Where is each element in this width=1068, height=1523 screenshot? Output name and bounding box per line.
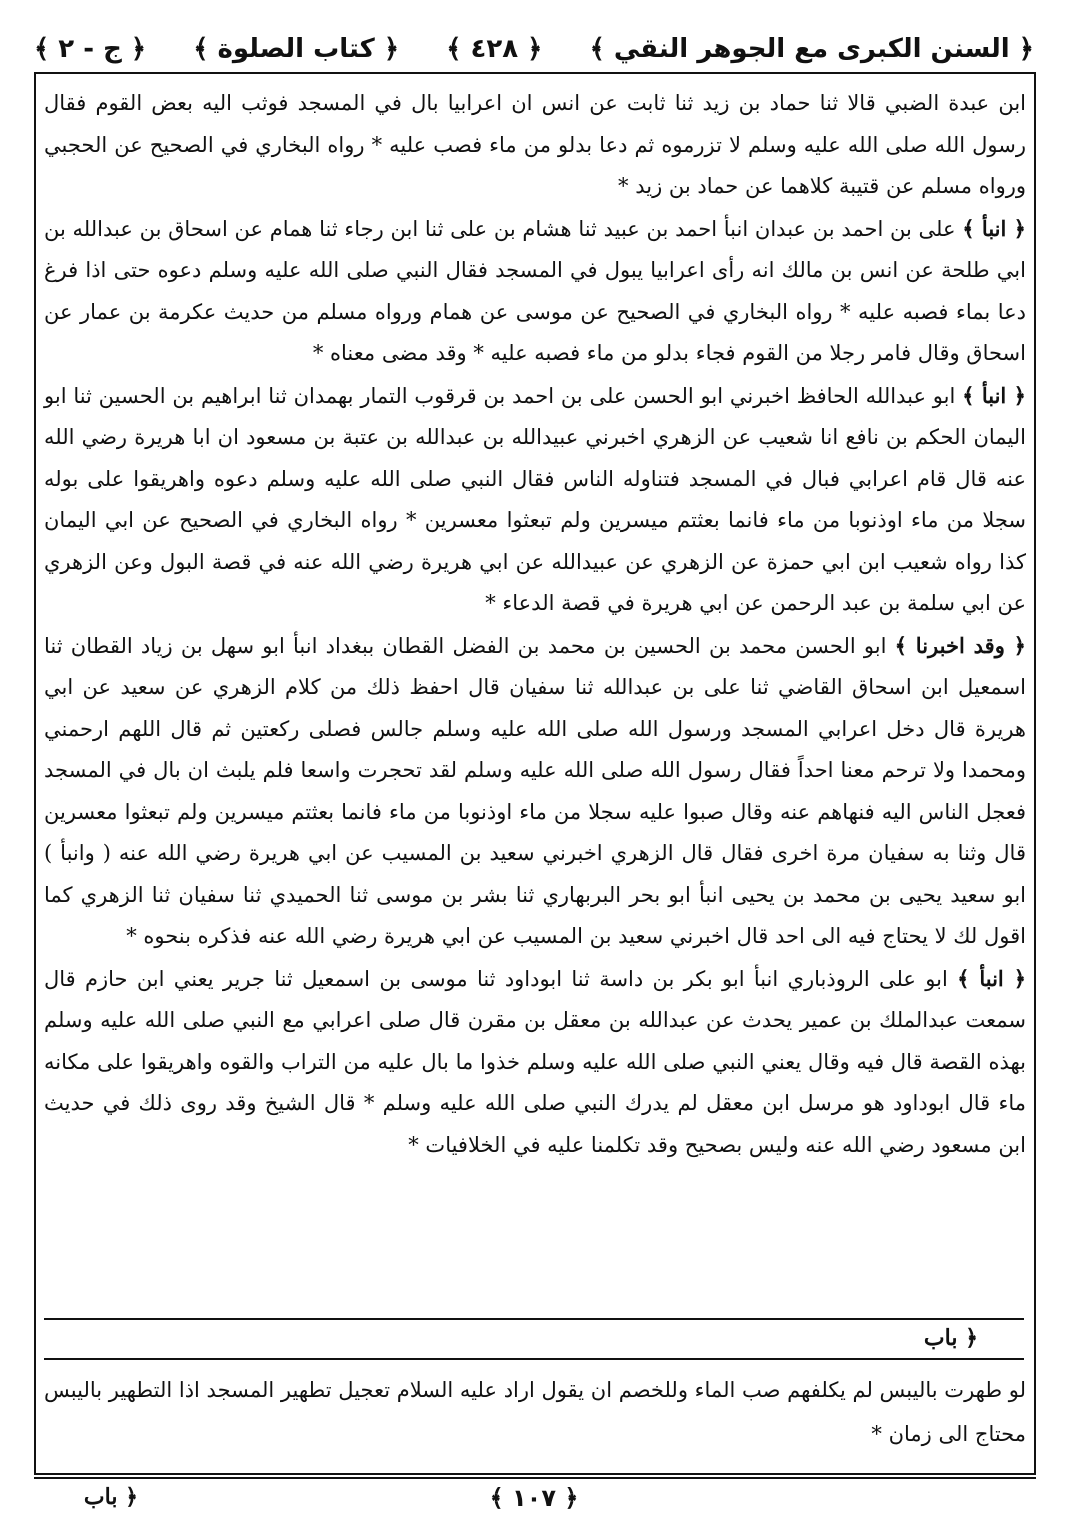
book-title: ﴿ السنن الكبرى مع الجوهر النقي ﴾ [589,34,1034,64]
bottom-rule [34,1477,1036,1479]
paragraph-text: ابن عبدة الضبي قالا ثنا حماد بن زيد ثنا ثابت عن انس ان اعرابيا بال في المسجد فوثب اليه بعض القوم فقال رسول الله صلى الله عليه وسلم لا تزرموه ثم دعا بدلو من ماء فصب عليه * رواه البخاري في الصحيح عن الحجبي ورواه مسلم عن قتيبة كلاهما عن حماد بن زيد * [44,91,1026,198]
page-header [34,28,1034,70]
paragraph [44,208,1026,375]
paragraph-text: ابو على الروذباري انبأ ابو بكر بن داسة ثنا ابوداود ثنا موسى بن اسمعيل ثنا جرير يعني ابن حازم قال سمعت عبدالملك بن عمير يحدث عن عبدالله بن معقل بن مقرن قال صلى اعرابي مع النبي صلى الله عليه وسلم بهذه القصة قال فيه وقال يعني النبي صلى الله عليه وسلم خذوا ما بال عليه من التراب والقوه واهريقوا على مكانه ماء قال ابوداود هو مرسل ابن معقل لم يدرك النبي صلى الله عليه وسلم * قال الشيخ وقد روى ذلك في حديث ابن مسعود رضي الله عنه وليس بصحيح وقد تكلمنا عليه في الخلافيات * [44,966,1026,1157]
volume-label: ﴿ ج - ٢ ﴾ [34,34,147,64]
footnote-text: لو طهرت باليبس لم يكلفهم صب الماء وللخصم ان يقول اراد عليه السلام تعجيل تطهير المسجد اذا التطهير باليبس محتاج الى زمان * [44,1378,1026,1446]
section-title: ﴿ كتاب الصلوة ﴾ [193,34,400,64]
paragraph [44,82,1026,208]
chapter-heading: ﴿ باب [923,1325,978,1351]
paragraph-lead: ﴿ وقد اخبرنا ﴾ [894,632,1026,658]
paragraph-lead: ﴿ انبأ ﴾ [962,382,1026,408]
page-number: ﴿ ١٠٧ ﴾ [489,1484,579,1512]
paragraph [44,625,1026,958]
paragraph-text: على بن احمد بن عبدان انبأ احمد بن عبيد ثنا هشام بن على ثنا ابن رجاء ثنا همام عن اسحاق بن عبدالله بن ابي طلحة عن انس بن مالك انه رأى اعرابيا يبول في المسجد فقال النبي صلى الله عليه وسلم دعوه حتى اذا فرغ دعا بماء فصبه عليه * رواه البخاري في الصحيح عن موسى عن همام ورواه مسلم من حديث عكرمة بن عمار عن اسحاق وقال فامر رجلا من القوم فجاء بدلو من ماء فصبه عليه * وقد مضى معناه * [44,216,1026,365]
catchword: ﴿ باب [83,1484,138,1510]
paragraph-lead: ﴿ انبأ ﴾ [962,215,1026,241]
paragraph-lead: ﴿ انبأ ﴾ [957,965,1027,991]
paragraph-text: ابو عبدالله الحافظ اخبرني ابو الحسن على بن احمد بن قرقوب التمار بهمدان ثنا ابراهيم بن الحسين ثنا ابو اليمان الحكم بن نافع انا شعيب عن الزهري اخبرني عبيدالله بن عبدالله بن عتبة بن مسعود ان ابا هريرة رضي الله عنه قال قام اعرابي فبال في المسجد فتناوله الناس فقال النبي صلى الله عليه وسلم دعوه واهريقوا على بوله سجلا من ماء اوذنوبا من ماء فانما بعثتم ميسرين ولم تبعثوا معسرين * رواه البخاري في الصحيح عن ابي اليمان كذا رواه شعيب ابن ابي حمزة عن الزهري عن عبيدالله عن ابي هريرة رضي الله عنه في قصة البول وعن الزهري عن ابي سلمة بن عبد الرحمن عن ابي هريرة في قصة الدعاء * [44,383,1027,615]
paragraph-text: ابو الحسن محمد بن الحسين بن محمد بن الفضل القطان ببغداد انبأ ابو سهل بن زياد القطان ثنا اسمعيل ابن اسحاق القاضي ثنا على بن عبدالله ثنا سفيان قال احفظ ذلك من كلام الزهري عن سعيد عن ابي هريرة قال دخل اعرابي المسجد ورسول الله صلى الله عليه وسلم جالس فصلى ركعتين ثم قال اللهم ارحمني ومحمدا ولا ترحم معنا احداً فقال رسول الله صلى الله عليه وسلم لقد تحجرت واسعا فلم يلبث ان بال في المسجد فعجل الناس اليه فنهاهم عنه وقال صبوا عليه سجلا من ماء اوذنوبا من ماء فانما بعثتم ميسرين ولم تبعثوا معسرين قال وثنا به سفيان مرة اخرى فقال قال الزهري اخبرني سعيد بن المسيب عن ابي هريرة رضي الله عنه ( وانبأ ) ابو سعيد يحيى بن محمد بن يحيى انبأ ابو بحر البربهاري ثنا بشر بن موسى ثنا الحميدي ثنا سفيان ثنا الزهري كما اقول لك لا يحتاج فيه الى احد قال اخبرني سعيد بن المسيب عن ابي هريرة رضي الله عنه فذكره بنحوه * [44,633,1026,948]
paragraph [44,375,1026,625]
paragraph [44,958,1026,1167]
section-divider [44,1318,1024,1320]
page-reference: ﴿ ٤٢٨ ﴾ [446,34,543,64]
footnote-divider [44,1358,1024,1360]
main-text [44,82,1026,1322]
